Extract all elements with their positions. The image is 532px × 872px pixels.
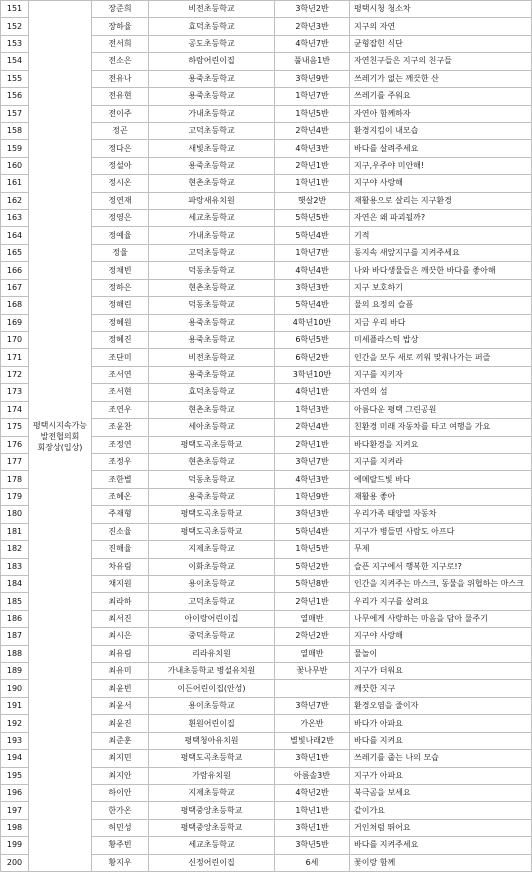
- cell-name: 정영은: [92, 210, 149, 227]
- cell-class: 1학년7반: [275, 244, 350, 261]
- row-number: 165: [1, 244, 29, 261]
- cell-name: 최윤진: [92, 715, 149, 732]
- row-number: 181: [1, 523, 29, 540]
- cell-title: 지구의 자연: [350, 18, 532, 35]
- cell-class: 1학년1반: [275, 175, 350, 192]
- cell-name: 전이주: [92, 105, 149, 122]
- cell-school: 용죽초등학교: [149, 314, 275, 331]
- cell-name: 정하은: [92, 279, 149, 296]
- row-number: 186: [1, 610, 29, 627]
- cell-title: 자연친구들은 지구의 친구들: [350, 53, 532, 70]
- cell-title: 지구를 지키자: [350, 366, 532, 383]
- cell-name: 전소은: [92, 53, 149, 70]
- cell-name: 최지민: [92, 750, 149, 767]
- cell-class: 별빛나래2반: [275, 732, 350, 749]
- cell-school: 평택도곡초등학교: [149, 436, 275, 453]
- cell-title: 쓰레기를 줍는 나의 모습: [350, 750, 532, 767]
- cell-school: 이든어린이집(안성): [149, 680, 275, 697]
- row-number: 166: [1, 262, 29, 279]
- cell-class: 5학년4반: [275, 227, 350, 244]
- cell-class: 아름솔3반: [275, 767, 350, 784]
- cell-class: 4학년10반: [275, 314, 350, 331]
- row-number: 198: [1, 819, 29, 836]
- cell-school: 효덕초등학교: [149, 18, 275, 35]
- row-number: 159: [1, 140, 29, 157]
- cell-title: 꽃이랑 함께: [350, 854, 532, 871]
- row-number: 190: [1, 680, 29, 697]
- cell-school: 평택도곡초등학교: [149, 750, 275, 767]
- cell-title: 같이가요: [350, 802, 532, 819]
- cell-name: 조정우: [92, 453, 149, 470]
- row-number: 160: [1, 157, 29, 174]
- cell-title: 물의 요정의 슬픔: [350, 297, 532, 314]
- cell-title: 환경오염을 줄이자: [350, 697, 532, 714]
- cell-school: 아이랑어린이집: [149, 610, 275, 627]
- row-number: 171: [1, 349, 29, 366]
- cell-title: 쓰레기를 주워요: [350, 88, 532, 105]
- cell-school: 지제초등학교: [149, 784, 275, 801]
- cell-title: 깨끗한 지구: [350, 680, 532, 697]
- cell-name: 최시은: [92, 628, 149, 645]
- cell-class: 3학년9반: [275, 70, 350, 87]
- award-category-line: 발전협의회: [40, 431, 80, 441]
- cell-name: 정시온: [92, 175, 149, 192]
- cell-class: 2학년1반: [275, 157, 350, 174]
- row-number: 182: [1, 541, 29, 558]
- cell-name: 채지원: [92, 575, 149, 592]
- cell-name: 최윤빈: [92, 680, 149, 697]
- row-number: 189: [1, 663, 29, 680]
- cell-school: 이화초등학교: [149, 558, 275, 575]
- cell-name: 정해린: [92, 297, 149, 314]
- cell-name: 최라하: [92, 593, 149, 610]
- cell-school: 중덕초등학교: [149, 628, 275, 645]
- cell-school: 용죽초등학교: [149, 488, 275, 505]
- cell-name: 정설아: [92, 157, 149, 174]
- cell-class: 6학년5반: [275, 332, 350, 349]
- cell-school: 흰원어린이집: [149, 715, 275, 732]
- cell-school: 공도초등학교: [149, 35, 275, 52]
- cell-name: 정채빈: [92, 262, 149, 279]
- cell-title: 나와 바다생물들은 깨끗한 바다를 좋아해: [350, 262, 532, 279]
- cell-class: 3학년3반: [275, 506, 350, 523]
- row-number: 168: [1, 297, 29, 314]
- cell-title: 자연의 섬: [350, 384, 532, 401]
- cell-school: 평택도곡초등학교: [149, 506, 275, 523]
- cell-class: 열매반: [275, 645, 350, 662]
- cell-title: 균형잡힌 식단: [350, 35, 532, 52]
- cell-class: 4학년3반: [275, 140, 350, 157]
- cell-title: 재활용 좋아: [350, 488, 532, 505]
- cell-name: 조정연: [92, 436, 149, 453]
- cell-name: 정연재: [92, 192, 149, 209]
- cell-class: 6세: [275, 854, 350, 871]
- cell-school: 현촌초등학교: [149, 401, 275, 418]
- row-number: 185: [1, 593, 29, 610]
- cell-title: 지구가 더워요: [350, 663, 532, 680]
- row-number: 172: [1, 366, 29, 383]
- row-number: 163: [1, 210, 29, 227]
- cell-class: 6학년2반: [275, 349, 350, 366]
- cell-name: 조연우: [92, 401, 149, 418]
- row-number: 188: [1, 645, 29, 662]
- cell-class: 1학년5반: [275, 105, 350, 122]
- cell-title: 평택시청 청소차: [350, 1, 532, 18]
- cell-title: 지구가 아파요: [350, 767, 532, 784]
- cell-class: 2학년1반: [275, 593, 350, 610]
- cell-class: 햇살2반: [275, 192, 350, 209]
- cell-name: 하이안: [92, 784, 149, 801]
- cell-title: 인간을 지켜주는 마스크, 동물을 위협하는 마스크: [350, 575, 532, 592]
- cell-school: 비전초등학교: [149, 349, 275, 366]
- cell-title: 친환경 미래 자동차를 타고 여행을 가요: [350, 419, 532, 436]
- cell-name: 최서진: [92, 610, 149, 627]
- cell-name: 차유림: [92, 558, 149, 575]
- row-number: 177: [1, 453, 29, 470]
- row-number: 192: [1, 715, 29, 732]
- cell-title: 자연은 왜 파괴될까?: [350, 210, 532, 227]
- cell-name: 전서희: [92, 35, 149, 52]
- cell-name: 진해율: [92, 541, 149, 558]
- cell-school: 용이초등학교: [149, 575, 275, 592]
- cell-school: 용죽초등학교: [149, 366, 275, 383]
- cell-school: 고덕초등학교: [149, 244, 275, 261]
- cell-class: 5학년2반: [275, 558, 350, 575]
- cell-school: 파랑새유치원: [149, 192, 275, 209]
- award-category: [29, 1, 92, 872]
- cell-name: 장하율: [92, 18, 149, 35]
- cell-title: 나무에게 사랑하는 마음을 담아 물주기: [350, 610, 532, 627]
- row-number: 170: [1, 332, 29, 349]
- row-number: 161: [1, 175, 29, 192]
- cell-school: 효덕초등학교: [149, 384, 275, 401]
- award-category-line: 회장상(입상): [37, 442, 83, 452]
- cell-title: 환경지킴이 내모습: [350, 122, 532, 139]
- cell-title: 바다가 아파요: [350, 715, 532, 732]
- cell-name: 조단미: [92, 349, 149, 366]
- row-number: 197: [1, 802, 29, 819]
- cell-title: 거인처럼 뛰어요: [350, 819, 532, 836]
- row-number: 184: [1, 575, 29, 592]
- cell-class: 2학년4반: [275, 122, 350, 139]
- cell-title: 바다를 살려주세요: [350, 140, 532, 157]
- row-number: 199: [1, 837, 29, 854]
- cell-class: 5학년8반: [275, 575, 350, 592]
- cell-school: 하람어린이집: [149, 53, 275, 70]
- cell-class: 1학년1반: [275, 802, 350, 819]
- cell-title: 동지속 새앞지구를 지켜주세요: [350, 244, 532, 261]
- row-number: 179: [1, 488, 29, 505]
- row-number: 180: [1, 506, 29, 523]
- cell-class: 5학년4반: [275, 523, 350, 540]
- cell-class: 3학년3반: [275, 279, 350, 296]
- cell-title: 지구,우주야 미안해!: [350, 157, 532, 174]
- cell-name: 최지안: [92, 767, 149, 784]
- row-number: 152: [1, 18, 29, 35]
- cell-school: 세교초등학교: [149, 837, 275, 854]
- cell-title: 바다를 지켜주세요: [350, 837, 532, 854]
- cell-class: 3학년7반: [275, 697, 350, 714]
- cell-title: 아름다운 평택 그린공원: [350, 401, 532, 418]
- cell-name: 허민성: [92, 819, 149, 836]
- row-number: 162: [1, 192, 29, 209]
- cell-title: 북극곰을 보세요: [350, 784, 532, 801]
- cell-class: 꽃나무반: [275, 663, 350, 680]
- cell-name: 정율: [92, 244, 149, 261]
- cell-name: 정혜진: [92, 332, 149, 349]
- cell-class: 3학년1반: [275, 819, 350, 836]
- cell-school: 가람유치원: [149, 767, 275, 784]
- row-number: 156: [1, 88, 29, 105]
- cell-school: 덕동초등학교: [149, 297, 275, 314]
- cell-class: 3학년7반: [275, 453, 350, 470]
- cell-name: 최준훈: [92, 732, 149, 749]
- cell-title: 무제: [350, 541, 532, 558]
- cell-school: 세교초등학교: [149, 210, 275, 227]
- cell-title: 바다환경을 지켜요: [350, 436, 532, 453]
- cell-school: 용죽초등학교: [149, 70, 275, 87]
- cell-name: 최유미: [92, 663, 149, 680]
- cell-school: 용죽초등학교: [149, 88, 275, 105]
- cell-name: 조서현: [92, 384, 149, 401]
- cell-name: 최윤서: [92, 697, 149, 714]
- cell-title: 쓰레기가 없는 깨끗한 산: [350, 70, 532, 87]
- cell-school: 현촌초등학교: [149, 175, 275, 192]
- cell-class: 4학년4반: [275, 262, 350, 279]
- cell-title: 미세플라스틱 밥상: [350, 332, 532, 349]
- cell-title: 지구야 사랑해: [350, 175, 532, 192]
- cell-name: 최유림: [92, 645, 149, 662]
- cell-title: 지구야 사랑해: [350, 628, 532, 645]
- cell-name: 전유나: [92, 70, 149, 87]
- cell-class: 3학년10반: [275, 366, 350, 383]
- cell-class: 풀내음1반: [275, 53, 350, 70]
- cell-school: 지제초등학교: [149, 541, 275, 558]
- cell-name: 장준희: [92, 1, 149, 18]
- cell-title: 지구 보호하기: [350, 279, 532, 296]
- cell-name: 한가온: [92, 802, 149, 819]
- table-row: [1, 1, 532, 18]
- row-number: 195: [1, 767, 29, 784]
- cell-class: 1학년5반: [275, 541, 350, 558]
- row-number: 157: [1, 105, 29, 122]
- cell-name: 황지우: [92, 854, 149, 871]
- cell-school: 리라유치원: [149, 645, 275, 662]
- cell-title: 에메랄드빛 바다: [350, 471, 532, 488]
- row-number: 176: [1, 436, 29, 453]
- cell-name: 조윤찬: [92, 419, 149, 436]
- cell-name: 조한별: [92, 471, 149, 488]
- award-table-body: [1, 1, 532, 872]
- cell-name: 진소율: [92, 523, 149, 540]
- row-number: 191: [1, 697, 29, 714]
- cell-school: 덕동초등학교: [149, 471, 275, 488]
- cell-title: 우리가족 태양열 자동차: [350, 506, 532, 523]
- cell-title: 기적: [350, 227, 532, 244]
- row-number: 164: [1, 227, 29, 244]
- cell-class: 1학년7반: [275, 88, 350, 105]
- cell-school: 새빛초등학교: [149, 140, 275, 157]
- row-number: 200: [1, 854, 29, 871]
- award-category-line: 평택시지속가능: [32, 420, 88, 430]
- cell-class: 3학년1반: [275, 750, 350, 767]
- cell-school: 가내초등학교: [149, 227, 275, 244]
- row-number: 196: [1, 784, 29, 801]
- cell-name: 정다은: [92, 140, 149, 157]
- cell-class: 3학년2반: [275, 1, 350, 18]
- cell-school: 평택중앙초등학교: [149, 802, 275, 819]
- cell-school: 평택도곡초등학교: [149, 523, 275, 540]
- cell-title: 슬픈 지구에서 행복한 지구로!?: [350, 558, 532, 575]
- cell-school: 세아초등학교: [149, 419, 275, 436]
- cell-title: 지구가 병들면 사람도 아프다: [350, 523, 532, 540]
- cell-title: 재활용으로 살리는 지구환경: [350, 192, 532, 209]
- cell-name: 조서연: [92, 366, 149, 383]
- cell-name: 정예율: [92, 227, 149, 244]
- row-number: 158: [1, 122, 29, 139]
- cell-class: 4학년1반: [275, 384, 350, 401]
- cell-title: 지금 우리 바다: [350, 314, 532, 331]
- cell-class: 열매반: [275, 610, 350, 627]
- cell-school: 현촌초등학교: [149, 453, 275, 470]
- cell-school: 고덕초등학교: [149, 122, 275, 139]
- cell-school: 덕동초등학교: [149, 262, 275, 279]
- cell-class: 2학년4반: [275, 419, 350, 436]
- row-number: 183: [1, 558, 29, 575]
- cell-school: 용죽초등학교: [149, 157, 275, 174]
- row-number: 151: [1, 1, 29, 18]
- cell-school: 용죽초등학교: [149, 332, 275, 349]
- cell-name: 정곤: [92, 122, 149, 139]
- row-number: 187: [1, 628, 29, 645]
- cell-title: 지구를 지켜라: [350, 453, 532, 470]
- cell-class: 1학년9반: [275, 488, 350, 505]
- cell-class: 4학년3반: [275, 471, 350, 488]
- row-number: 155: [1, 70, 29, 87]
- cell-name: 전유현: [92, 88, 149, 105]
- cell-title: 바다를 지켜요: [350, 732, 532, 749]
- cell-school: 가내초등학교: [149, 105, 275, 122]
- cell-school: 비전초등학교: [149, 1, 275, 18]
- cell-title: 인간을 모두 새로 끼워 맞춰나가는 퍼즐: [350, 349, 532, 366]
- cell-school: 고덕초등학교: [149, 593, 275, 610]
- row-number: 193: [1, 732, 29, 749]
- cell-name: 황주빈: [92, 837, 149, 854]
- cell-class: [275, 680, 350, 697]
- cell-school: 평택중앙초등학교: [149, 819, 275, 836]
- cell-name: 조혜온: [92, 488, 149, 505]
- row-number: 174: [1, 401, 29, 418]
- cell-class: 5학년5반: [275, 210, 350, 227]
- cell-class: 3학년5반: [275, 837, 350, 854]
- row-number: 194: [1, 750, 29, 767]
- cell-school: 가내초등학교 병설유치원: [149, 663, 275, 680]
- row-number: 153: [1, 35, 29, 52]
- row-number: 154: [1, 53, 29, 70]
- cell-class: 5학년4반: [275, 297, 350, 314]
- row-number: 178: [1, 471, 29, 488]
- row-number: 167: [1, 279, 29, 296]
- cell-class: 4학년2반: [275, 784, 350, 801]
- cell-class: 2학년2반: [275, 628, 350, 645]
- cell-class: 가온반: [275, 715, 350, 732]
- cell-title: 자연아 함께하자: [350, 105, 532, 122]
- row-number: 175: [1, 419, 29, 436]
- cell-name: 정혜원: [92, 314, 149, 331]
- cell-title: 물놀이: [350, 645, 532, 662]
- row-number: 173: [1, 384, 29, 401]
- cell-school: 평택청아유치원: [149, 732, 275, 749]
- row-number: 169: [1, 314, 29, 331]
- cell-class: 2학년3반: [275, 18, 350, 35]
- cell-class: 2학년1반: [275, 436, 350, 453]
- cell-title: 우리가 지구를 살려요: [350, 593, 532, 610]
- cell-school: 현촌초등학교: [149, 279, 275, 296]
- cell-class: 1학년3반: [275, 401, 350, 418]
- cell-class: 4학년7반: [275, 35, 350, 52]
- cell-name: 주재형: [92, 506, 149, 523]
- cell-school: 용이초등학교: [149, 697, 275, 714]
- cell-school: 신정어린이집: [149, 854, 275, 871]
